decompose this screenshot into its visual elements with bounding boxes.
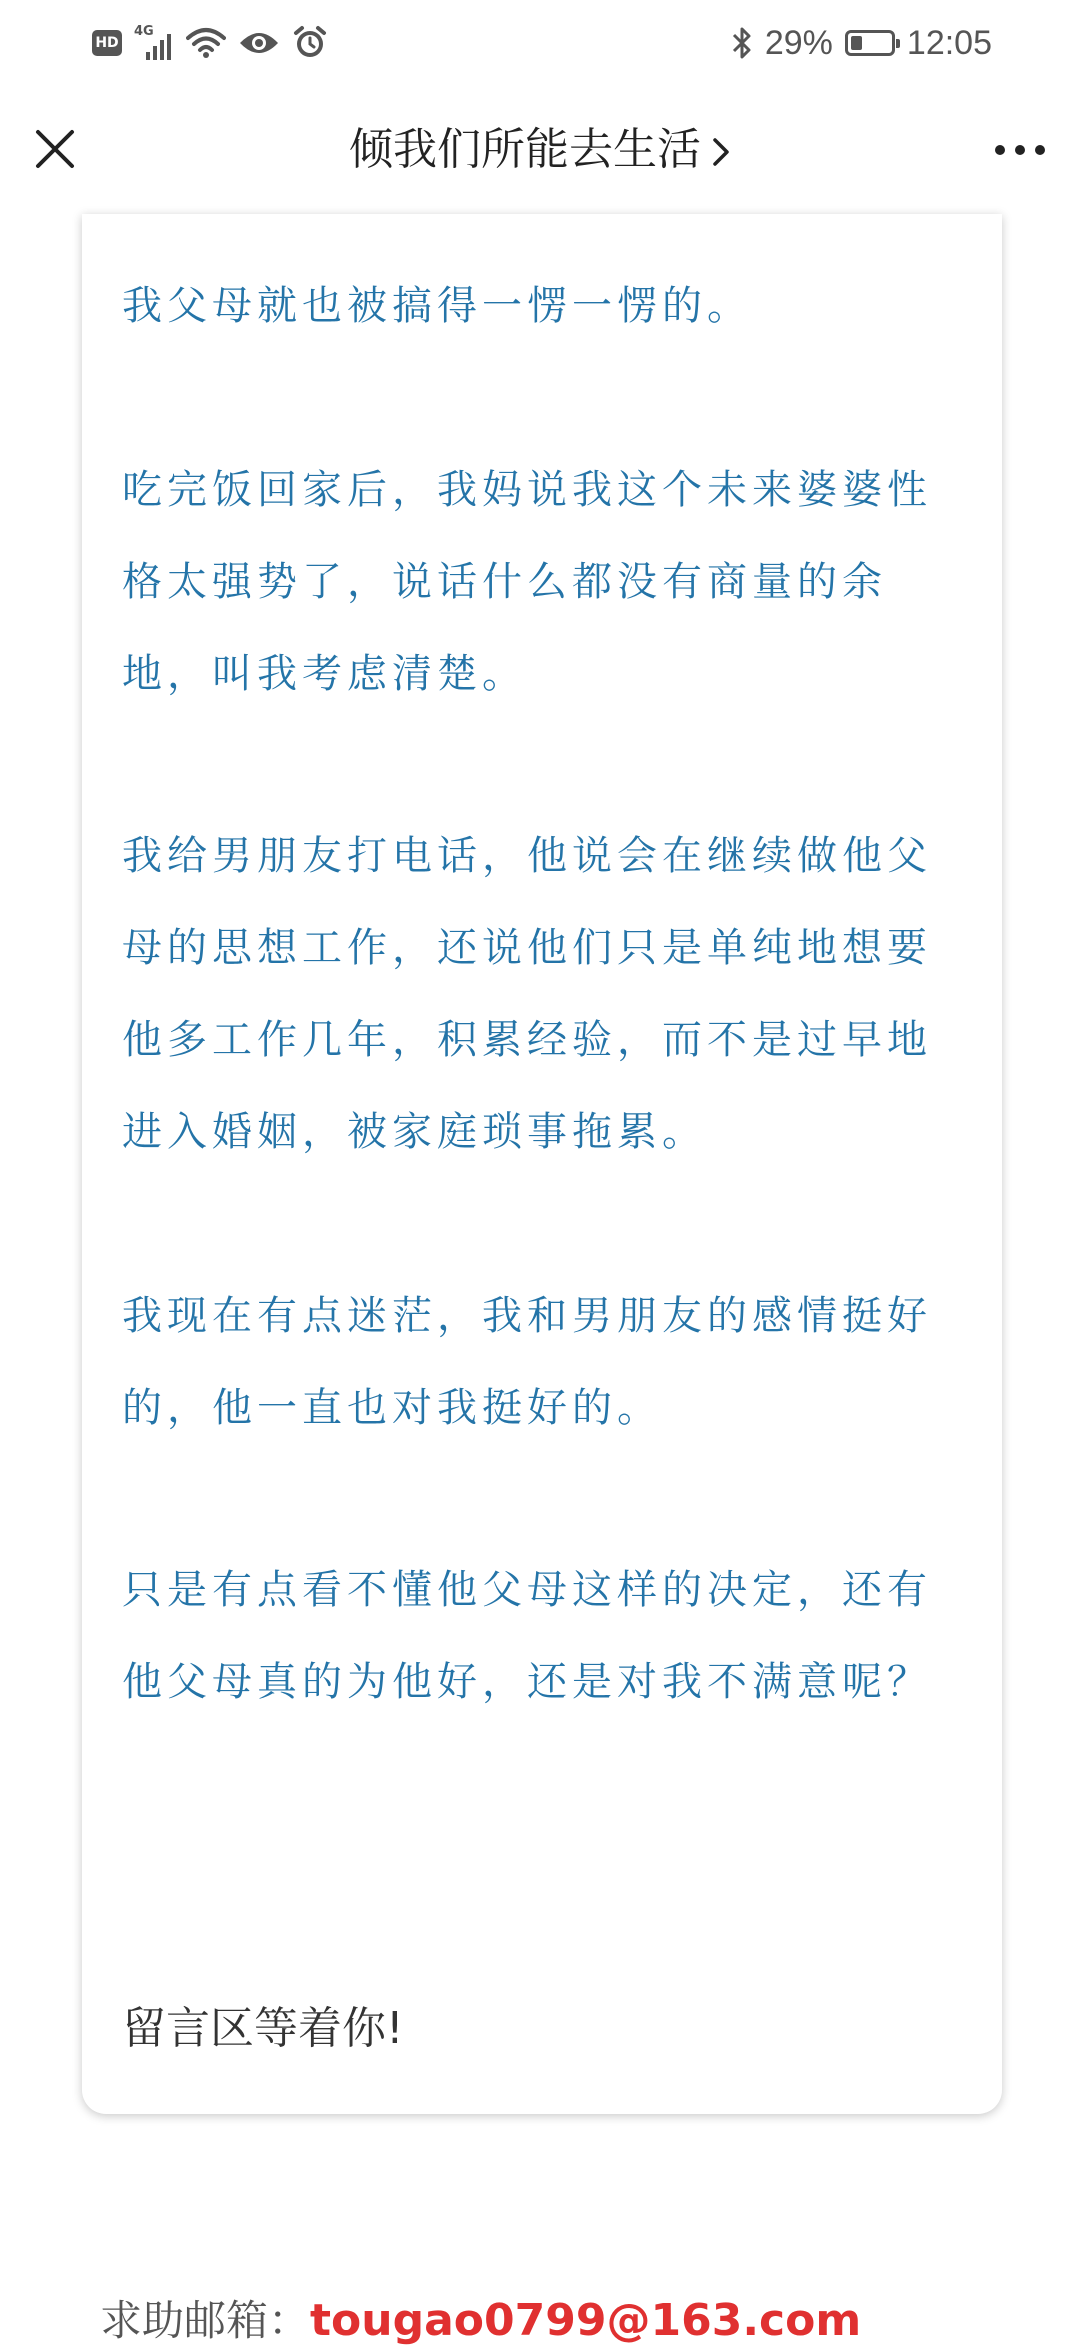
battery-level-fill [851,36,862,50]
close-icon[interactable] [30,124,80,174]
help-email-address[interactable]: tougao0799@163.com [310,2295,862,2346]
clock-time: 12:05 [906,23,992,62]
account-title-link[interactable] [200,120,880,180]
account-title: 倾我们所能去生活 [349,124,701,175]
battery-percent: 29% [764,23,833,62]
network-type-label: 4G [134,24,154,39]
article-paragraph: 我现在有点迷茫，我和男朋友的感情挺好的，他一直也对我挺好的。 [122,1293,932,1431]
battery-icon [845,30,895,56]
article-paragraph: 只是有点看不懂他父母这样的决定，还有他父母真的为他好，还是对我不满意呢？ [122,1567,932,1705]
bluetooth-icon [731,25,753,61]
wifi-icon [186,26,226,60]
nav-bar [0,86,1080,214]
comment-invitation: 留言区等着你! [122,2003,404,2054]
article-card [82,214,1002,2114]
eye-icon [238,28,280,58]
chevron-right-icon [711,136,731,168]
article-paragraph: 我父母就也被搞得一愣一愣的。 [122,283,752,329]
alarm-icon [292,25,328,61]
status-right-icons [731,18,992,68]
article-paragraph: 我给男朋友打电话，他说会在继续做他父母的思想工作，还说他们只是单纯地想要他多工作几年，积累经验，而不是过早地进入婚姻，被家庭琐事拖累。 [122,833,932,1155]
status-left-icons [92,20,328,66]
signal-4g-icon [134,24,174,62]
help-email-label: 求助邮箱： [100,2296,311,2345]
article-paragraph: 吃完饭回家后，我妈说我这个未来婆婆性格太强势了，说话什么都没有商量的余地，叫我考虑清楚。 [122,467,932,697]
hd-icon: HD [92,30,122,56]
help-email-line [100,2288,861,2348]
status-bar [0,0,1080,86]
more-dots-icon[interactable] [990,128,1050,172]
signal-bars [146,34,171,60]
